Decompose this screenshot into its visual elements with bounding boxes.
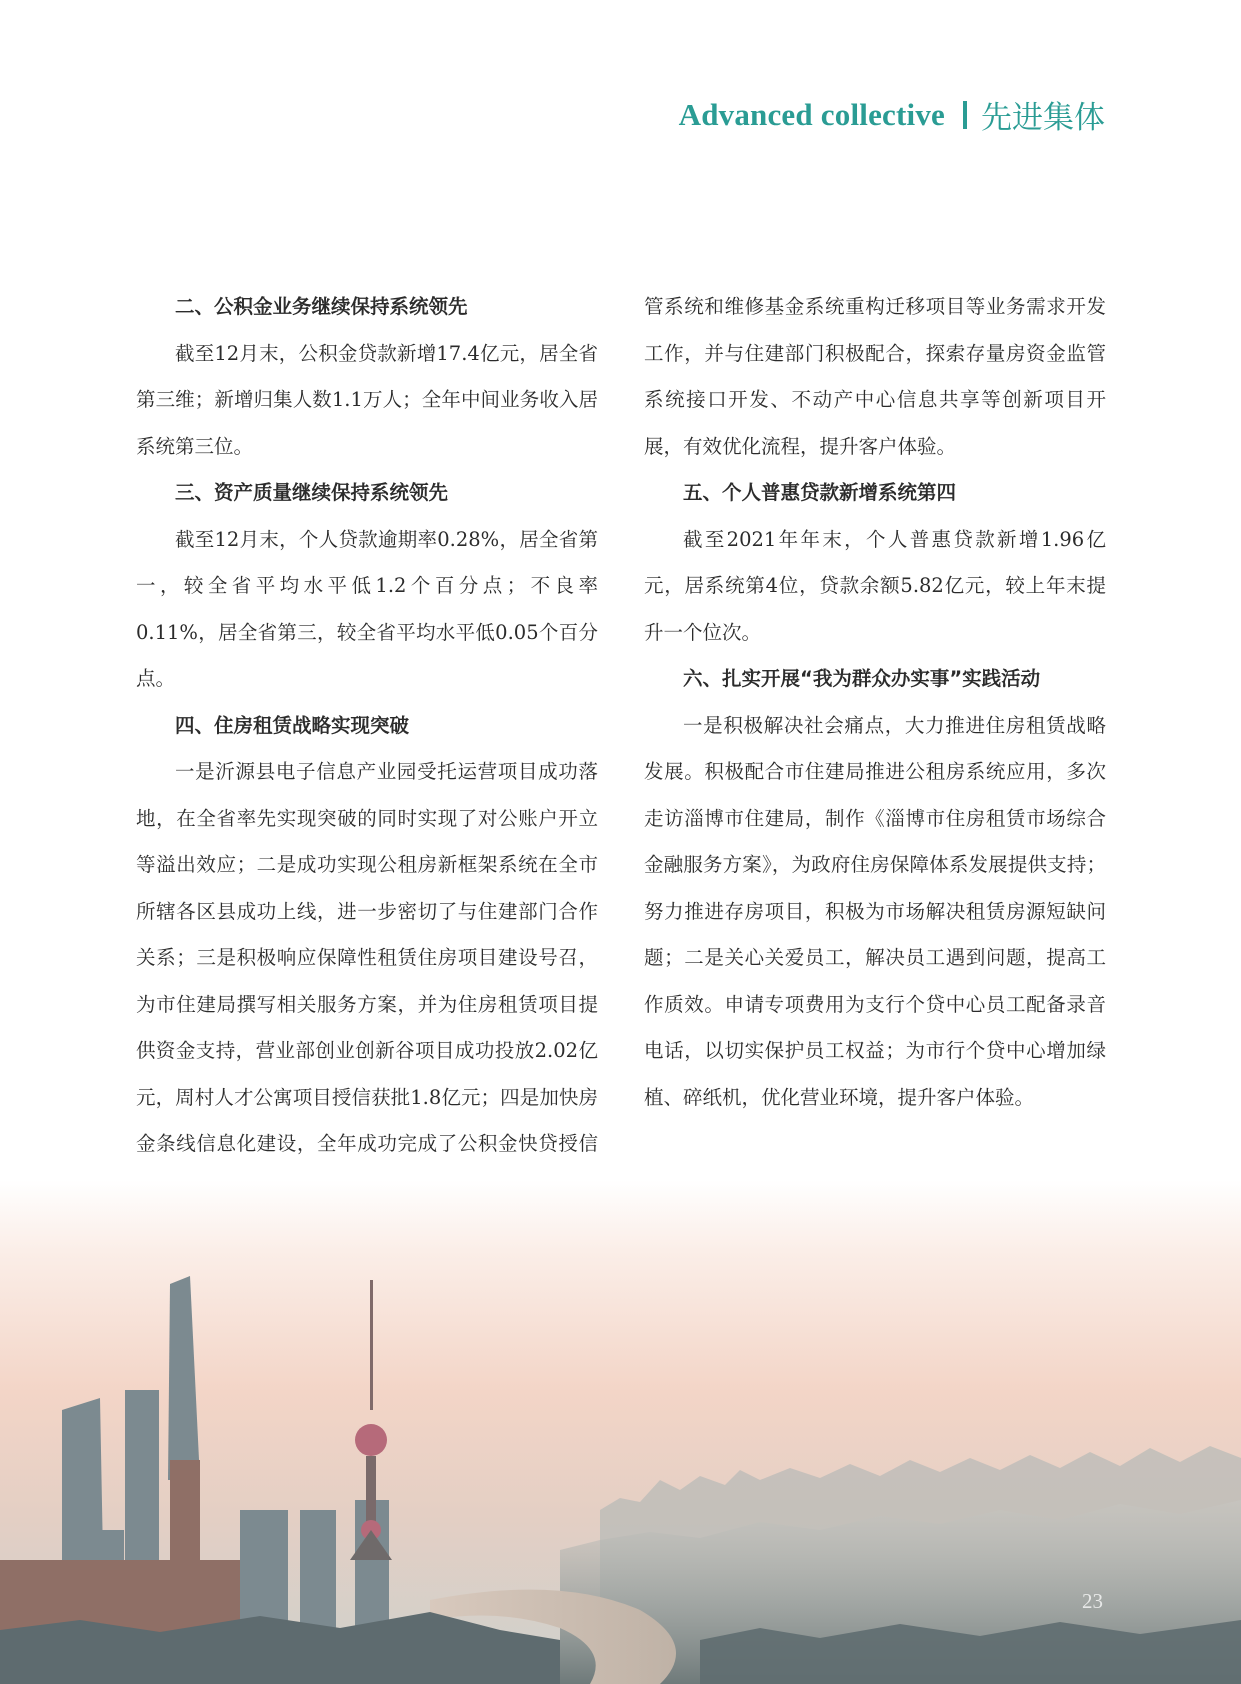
header-title-zh: 先进集体: [981, 100, 1105, 136]
section-paragraph-6: 一是积极解决社会痛点，大力推进住房租赁战略发展。积极配合市住建局推进公租房系统应用，多次走访淄博市住建局，制作《淄博市住房租赁市场综合金融服务方案》，为政府住房保障体系发展提供支持；努力推进存房项目，积极为市场解决租赁房源短缺问题；二是关心关爱员工，解决员工遇到问题，提高工作质效。申请专项费用为支行个贷中心员工配备录音电话，以切实保护员工权益；为市行个贷中心增加绿植、碎纸机，优化营业环境，提升客户体验。: [644, 713, 1106, 1109]
section-paragraph-2: 截至12月末，公积金贷款新增17.4亿元，居全省第三维；新增归集人数1.1万人；全年中间业务收入居系统第三位。: [136, 341, 598, 458]
section-heading-3: 三、资产质量继续保持系统领先: [175, 481, 449, 504]
section-paragraph-3: 截至12月末，个人贷款逾期率0.28%，居全省第一，较全省平均水平低1.2个百分点；不良率0.11%，居全省第三，较全省平均水平低0.05个百分点。: [136, 527, 598, 690]
section-heading-4: 四、住房租赁战略实现突破: [175, 713, 410, 737]
section-heading-6: 六、扎实开展“我为群众办实事”实践活动: [683, 667, 1041, 690]
section-paragraph-4-continued: 管系统和维修基金系统重构迁移项目等业务需求开发工作，并与住建部门积极配合，探索存量房资金监管系统接口开发、不动产中心信息共享等创新项目开展，有效优化流程，提升客户体验。: [644, 295, 1106, 458]
header-divider: [963, 101, 967, 129]
page-header: [679, 92, 1105, 137]
section-paragraph-4: 一是沂源县电子信息产业园受托运营项目成功落地，在全省率先实现突破的同时实现了对公账户开立等溢出效应；二是成功实现公租房新框架系统在全市所辖各区县成功上线，进一步密切了与住建部门合作关系；三是积极响应保障性租赁住房项目建设号召，为市住建局撰写相关服务方案，并为住房租赁项目提供资金支持，营业部创业创新谷项目成功投放2.02亿元，周村人才公寓项目授信获批1.8亿元；四是加快房金条线信息化建设，全年成功完成了公积金快贷授信: [136, 760, 598, 1155]
header-title-en: Advanced collective: [678, 96, 945, 132]
section-heading-2: 二、公积金业务继续保持系统领先: [175, 295, 468, 318]
section-paragraph-5: 截至2021年年末，个人普惠贷款新增1.96亿元，居系统第4位，贷款余额5.82亿元，较上年末提升一个位次。: [644, 527, 1106, 644]
section-heading-5: 五、个人普惠贷款新增系统第四: [683, 481, 957, 504]
left-column: [136, 284, 598, 1214]
article-body: [136, 284, 1106, 1214]
city-skyline-image: [0, 1180, 1241, 1684]
right-column: [644, 284, 1106, 1214]
page-number: 23: [1082, 1589, 1103, 1613]
